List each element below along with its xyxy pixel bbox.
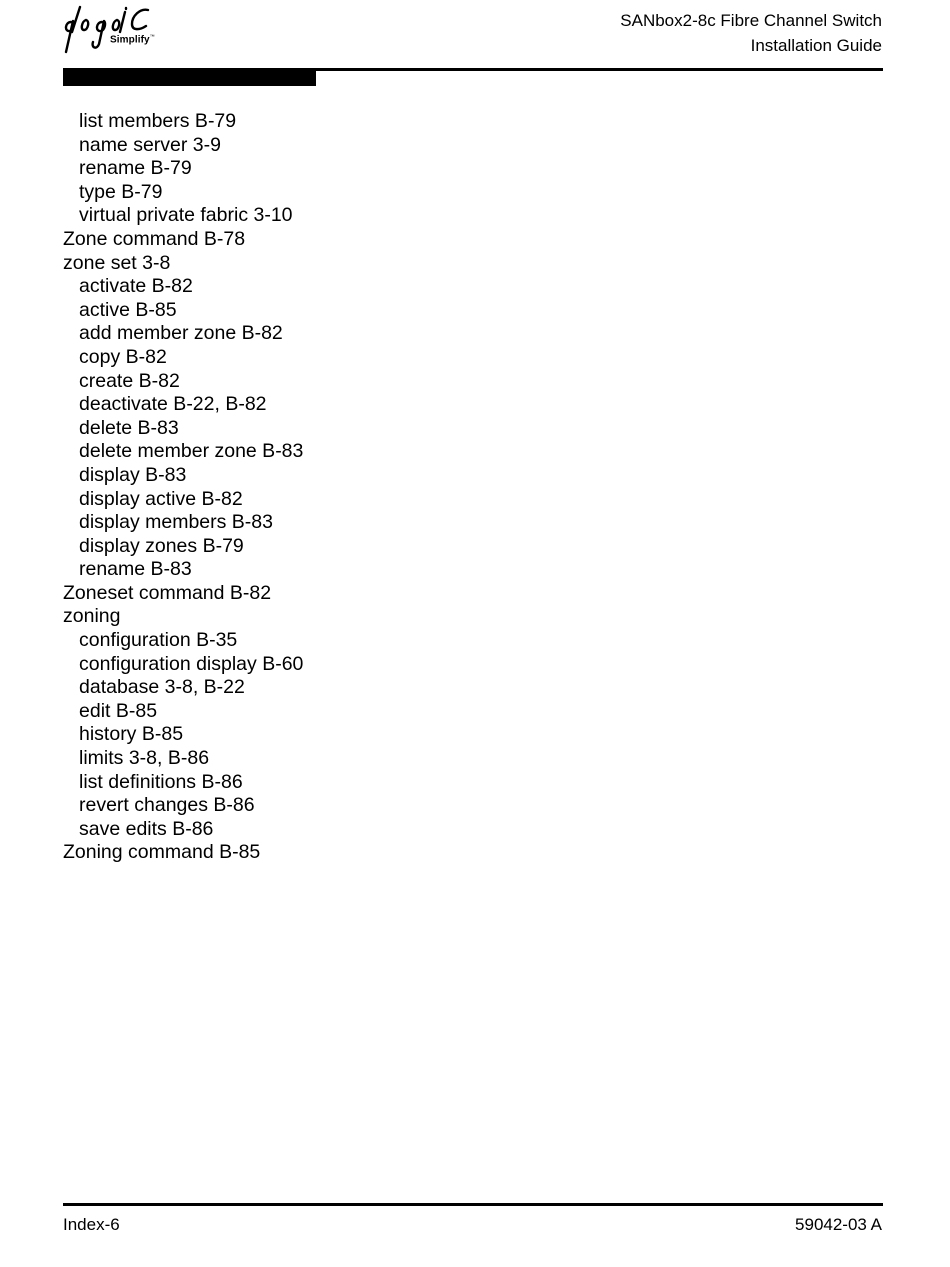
document-title-line2: Installation Guide <box>750 36 882 55</box>
index-subentry: history B-85 <box>79 723 184 746</box>
index-entry: zoning <box>63 605 121 628</box>
index-subentry: configuration display B-60 <box>79 652 304 675</box>
index-subentry: save edits B-86 <box>79 817 214 840</box>
index-subentry: deactivate B-22, B-82 <box>79 393 267 416</box>
qlogic-wordmark-icon <box>62 4 162 58</box>
qlogic-logo <box>62 4 162 58</box>
index-entry: Zone command B-78 <box>63 227 246 250</box>
index-subentry: edit B-85 <box>79 699 158 722</box>
document-title-line1: SANbox2-8c Fibre Channel Switch <box>620 11 882 30</box>
index-subentry: rename B-83 <box>79 558 192 581</box>
index-subentry: create B-82 <box>79 369 180 392</box>
page-number: Index-6 <box>63 1215 120 1234</box>
index-subentry: display members B-83 <box>79 511 273 534</box>
index-subentry: activate B-82 <box>79 275 193 298</box>
index-subentry: database 3-8, B-22 <box>79 676 245 699</box>
index-subentry: rename B-79 <box>79 157 192 180</box>
document-number: 59042-03 A <box>795 1215 882 1234</box>
index-subentry: active B-85 <box>79 298 177 321</box>
index-subentry: virtual private fabric 3-10 <box>79 204 293 227</box>
index-subentry: delete B-83 <box>79 416 179 439</box>
index-subentry: revert changes B-86 <box>79 794 255 817</box>
index-entry-list <box>63 110 663 865</box>
index-subentry: delete member zone B-83 <box>79 440 304 463</box>
index-subentry: display zones B-79 <box>79 534 244 557</box>
index-subentry: list members B-79 <box>79 110 237 132</box>
index-subentry: name server 3-9 <box>79 133 221 156</box>
index-subentry: display active B-82 <box>79 487 243 510</box>
index-subentry: type B-79 <box>79 180 163 203</box>
index-subentry: add member zone B-82 <box>79 322 283 345</box>
index-subentry: list definitions B-86 <box>79 770 243 793</box>
index-subentry: copy B-82 <box>79 345 167 368</box>
header-tab-bar <box>63 70 316 86</box>
logo-tagline: Simplify™ <box>110 34 155 46</box>
index-subentry: configuration B-35 <box>79 629 238 652</box>
index-entry: zone set 3-8 <box>63 251 171 274</box>
index-subentry: display B-83 <box>79 463 187 486</box>
index-subentry: limits 3-8, B-86 <box>79 747 210 770</box>
index-entry: Zoneset command B-82 <box>63 581 272 604</box>
footer-divider <box>63 1203 883 1206</box>
document-title <box>620 8 882 58</box>
index-entry: Zoning command B-85 <box>63 841 261 864</box>
